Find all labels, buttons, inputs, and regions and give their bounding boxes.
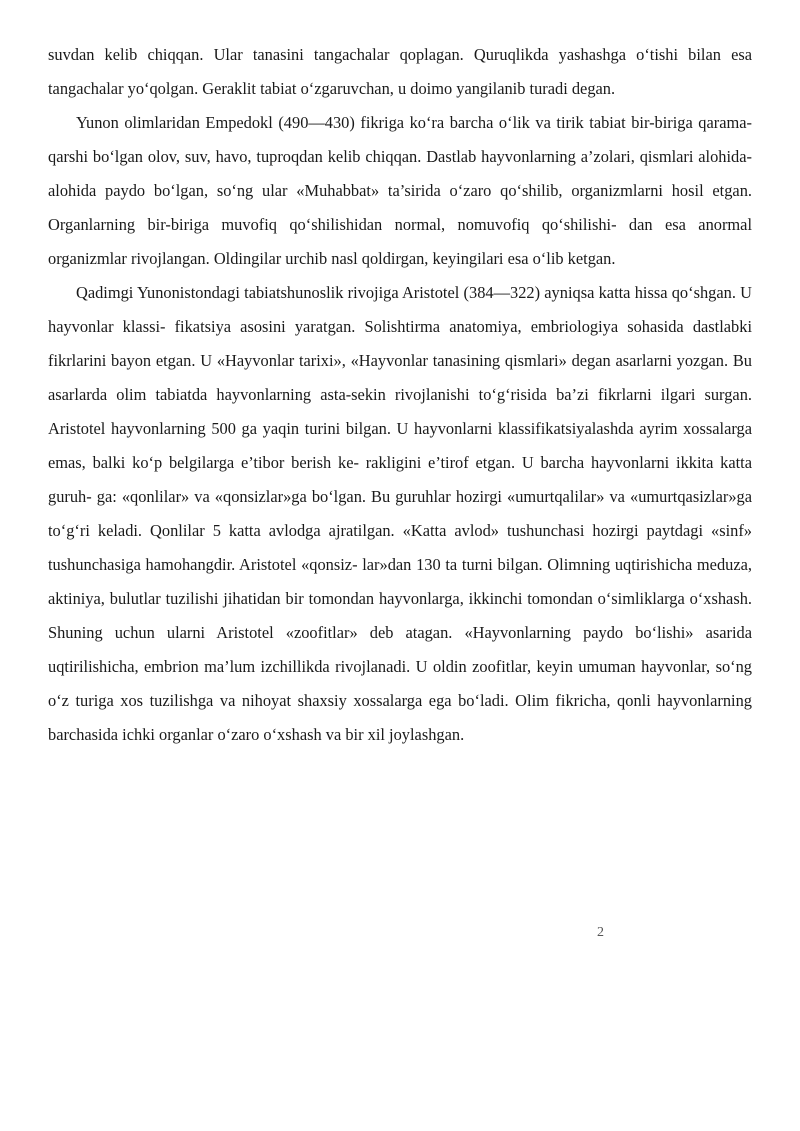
document-page [48, 38, 752, 752]
paragraph-aristotel: Qadimgi Yunonistondagi tabiatshunoslik rivojiga Aristotel (384—322) ayniqsa katta hissa qo‘shgan. U hayvonlar klassi- fikatsiya asosini yaratgan. Solishtirma anatomiya, embriologiya sohasida dastlabki fikrlarini bayon etgan. U «Hayvonlar tarixi», «Hayvonlar tanasining qismlari» degan asarlarni yozgan. Bu asarlarda olim tabiatda hayvonlarning asta-sekin rivojlanishi to‘g‘risida ba’zi fikrlarni ilgari surgan. Aristotel hayvonlarning 500 ga yaqin turini bilgan. U hayvonlarni klassifikatsiyalashda ayrim xossalarga emas, balki ko‘p belgilarga e’tibor berish ke- rakligini e’tirof etgan. U barcha hayvonlarni ikkita katta guruh- ga: «qonlilar» va «qonsizlar»ga bo‘lgan. Bu guruhlar hozirgi «umurtqalilar» va «umurtqasizlar»ga to‘g‘ri keladi. Qonlilar 5 katta avlodga ajratilgan. «Katta avlod» tushunchasi hozirgi paytdagi «sinf» tushunchasiga hamohangdir. Aristotel «qonsiz- lar»dan 130 ta turni bilgan. Olimning uqtirishicha meduza, aktiniya, bulutlar tuzilishi jihatidan bir tomondan hayvonlarga, ikkinchi tomondan o‘simliklarga o‘xshash. Shuning uchun ularni Aristotel «zoofitlar» deb atagan. «Hayvonlarning paydo bo‘lishi» asarida uqtirilishicha, embrion ma’lum izchillikda rivojlanadi. U oldin zoofitlar, keyin umuman hayvonlar, so‘ng o‘z turiga xos tuzilishga va nihoyat shaxsiy xossalarga ega bo‘ladi. Olim fikricha, qonli hayvonlarning barchasida ichki organlar o‘zaro o‘xshash va bir xil joylashgan. [48, 283, 752, 744]
page-number: 2 [597, 925, 604, 940]
paragraph-empedokl: Yunon olimlaridan Empedokl (490—430) fikriga ko‘ra barcha o‘lik va tirik tabiat bir-biriga qarama-qarshi bo‘lgan olov, suv, havo, tuproqdan kelib chiqqan. Dastlab hayvonlarning a’zolari, qismlari alohida-alohida paydo bo‘lgan, so‘ng ular «Muhabbat» ta’sirida o‘zaro qo‘shilib, organizmlarni hosil etgan. Organlarning bir-biriga muvofiq qo‘shilishidan normal, nomuvofiq qo‘shilishi- dan esa anormal organizmlar rivojlangan. Oldingilar urchib nasl qoldirgan, keyingilari esa o‘lib ketgan. [48, 113, 752, 268]
paragraph-continuation: suvdan kelib chiqqan. Ular tanasini tangachalar qoplagan. Quruqlikda yashashga o‘tishi bilan esa tangachalar yo‘qolgan. Geraklit tabiat o‘zgaruvchan, u doimo yangilanib turadi degan. [48, 45, 752, 98]
